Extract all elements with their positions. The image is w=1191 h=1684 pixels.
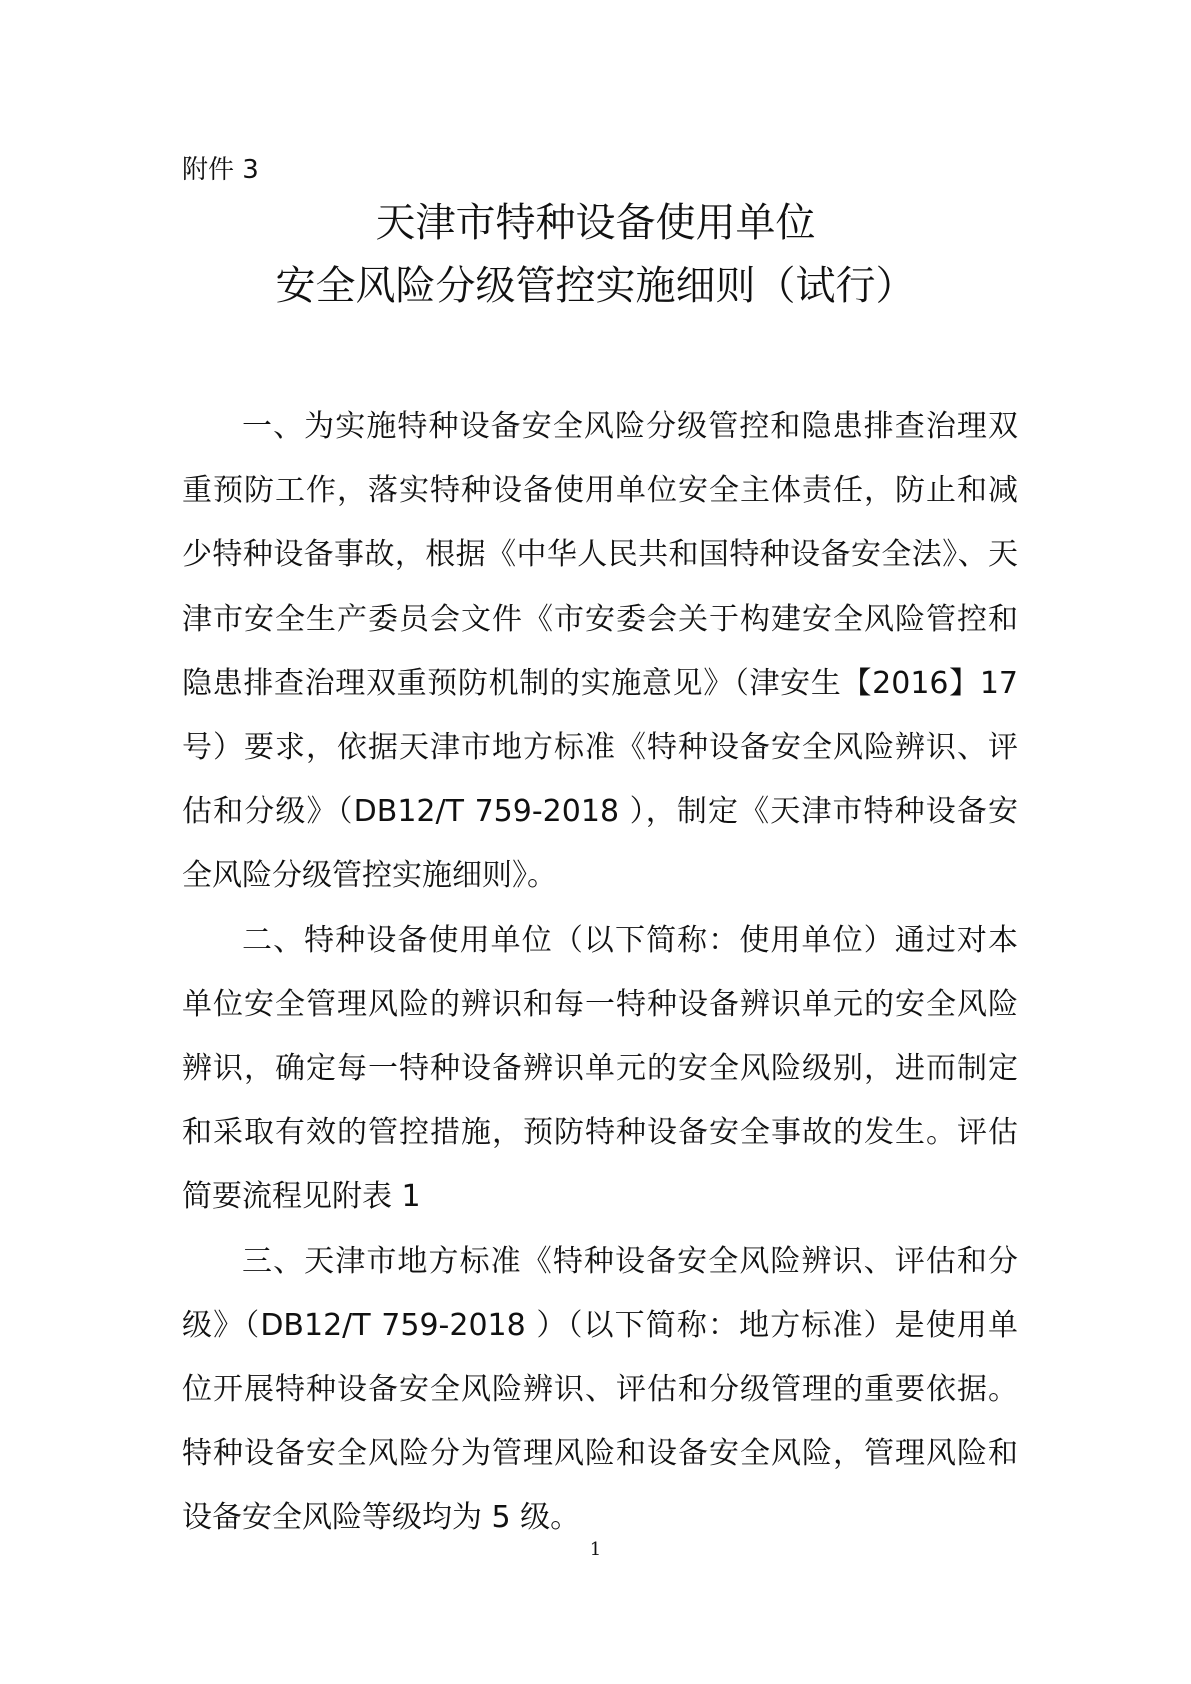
paragraph-2: 二、特种设备使用单位（以下简称：使用单位）通过对本单位安全管理风险的辨识和每一特种设备辨识单元的安全风险辨识，确定每一特种设备辨识单元的安全风险级别，进而制定和采取有效的管控措施，预防特种设备安全事故的发生。评估简要流程见附表 1 [182, 922, 1018, 1215]
document-title-line-1: 天津市特种设备使用单位 [375, 200, 816, 246]
attachment-label: 附件 3 [182, 155, 259, 185]
document-body [182, 395, 1018, 1551]
paragraph-1: 一、为实施特种设备安全风险分级管控和隐患排查治理双重预防工作，落实特种设备使用单位安全主体责任，防止和减少特种设备事故，根据《中华人民共和国特种设备安全法》、天津市安全生产委员会文件《市安委会关于构建安全风险管控和隐患排查治理双重预防机制的实施意见》（津安生【2016】17 号）要求，依据天津市地方标准《特种设备安全风险辨识、评估和分级》（DB12/T 759-2018 ），制定《天津市特种设备安全风险分级管控实施细则》。 [182, 409, 1018, 894]
document-title-line-2: 安全风险分级管控实施细则（试行） [275, 263, 916, 309]
paragraph-3: 三、天津市地方标准《特种设备安全风险辨识、评估和分级》（DB12/T 759-2018 ）（以下简称：地方标准）是使用单位开展特种设备安全风险辨识、评估和分级管理的重要依据。特种设备安全风险分为管理风险和设备安全风险，管理风险和设备安全风险等级均为 5 级。 [182, 1243, 1018, 1536]
page-number: 1 [589, 1539, 602, 1560]
